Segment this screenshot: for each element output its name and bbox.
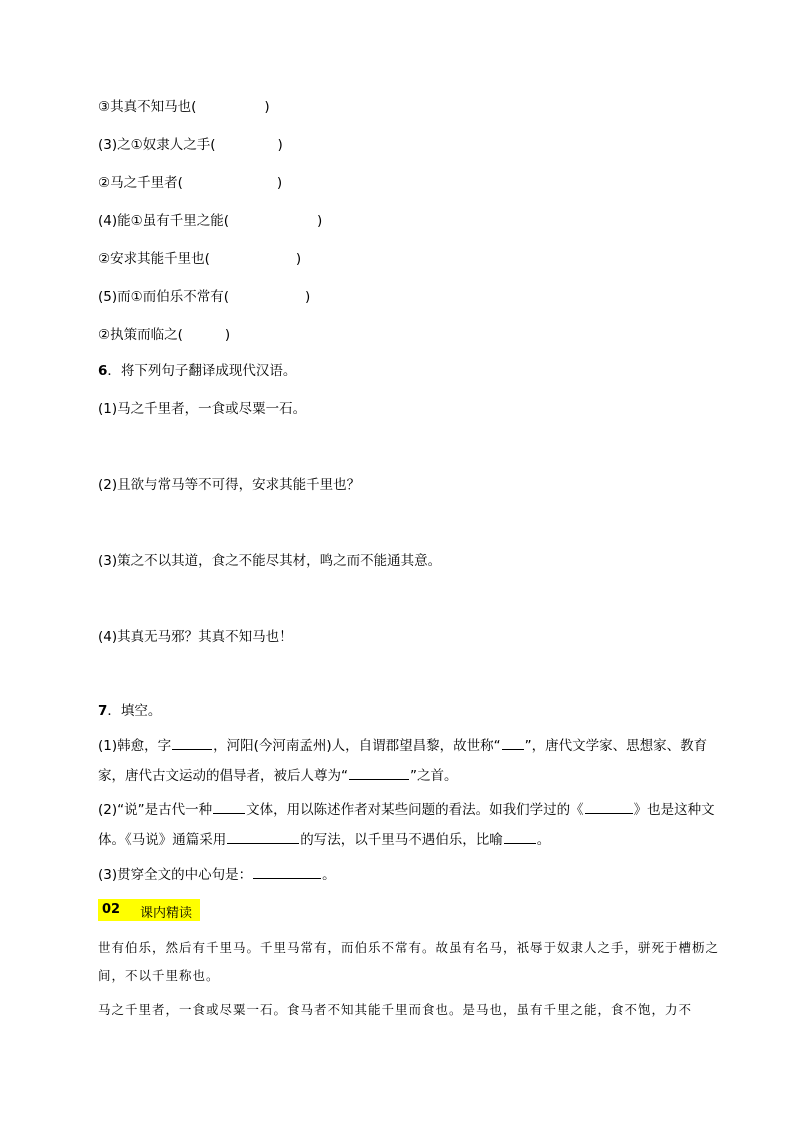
line-text: (5)而①而伯乐不常有(	[98, 289, 229, 305]
fill-text: ”之首。	[410, 768, 458, 784]
answer-blank[interactable]	[502, 735, 524, 750]
question-number: 6	[98, 363, 108, 379]
line-item	[98, 136, 728, 154]
fill-text: (1)韩愈，字	[98, 738, 172, 754]
question-6-sentence-1: (1)马之千里者，一食或尽粟一石。	[98, 401, 307, 417]
line-item	[98, 98, 728, 116]
line-item	[98, 212, 728, 230]
answer-blank[interactable]	[227, 829, 299, 844]
question-7-part-3	[98, 864, 728, 884]
close-paren: )	[305, 289, 311, 305]
fill-text: 》也是这种文体。《马说》通篇采用	[98, 802, 715, 848]
line-text: ②安求其能千里也(	[98, 251, 210, 267]
question-7-part-1	[98, 731, 728, 791]
fill-text: (3)贯穿全文的中心句是：	[98, 867, 253, 883]
close-paren: )	[317, 213, 323, 229]
line-text: ②执策而临之(	[98, 327, 183, 343]
line-item	[98, 250, 728, 268]
answer-blank[interactable]	[585, 799, 633, 814]
line-text: ②马之千里者(	[98, 175, 183, 191]
answer-blank[interactable]	[349, 765, 409, 780]
line-item	[98, 326, 728, 344]
close-paren: )	[264, 99, 270, 115]
fill-text: (2)“说”是古代一种	[98, 802, 213, 818]
answer-blank[interactable]	[504, 829, 536, 844]
answer-blank[interactable]	[253, 864, 321, 879]
fill-text: 。	[322, 867, 336, 883]
fill-text: 。	[536, 832, 551, 848]
question-7-part-2	[98, 795, 728, 855]
fill-text: ”，唐代文学家、思想家、教育家，唐代古文运动的倡导者，被后人尊为“	[98, 738, 708, 784]
section-number: 02	[102, 902, 121, 917]
line-item	[98, 288, 728, 306]
question-title: ．将下列句子翻译成现代汉语。	[107, 363, 297, 379]
question-number: 7	[98, 703, 108, 719]
close-paren: )	[277, 137, 283, 153]
answer-blank[interactable]	[172, 735, 212, 750]
line-text: ③其真不知马也(	[98, 99, 197, 115]
section-title: 课内精读	[140, 906, 193, 921]
line-item	[98, 174, 728, 192]
answer-blank[interactable]	[213, 799, 245, 814]
fill-text: 的写法，以千里马不遇伯乐，比喻	[300, 832, 503, 848]
line-text: (4)能①虽有千里之能(	[98, 213, 229, 229]
close-paren: )	[276, 175, 283, 191]
fill-text: 文体，用以陈述作者对某些问题的看法。如我们学过的《	[246, 802, 584, 818]
question-title: ．填空。	[107, 703, 162, 719]
classic-paragraph-2: 马之千里者，一食或尽粟一石。食马者不知其能千里而食也。是马也，虽有千里之能，食不饱，力不	[98, 1002, 693, 1017]
close-paren: )	[224, 327, 231, 343]
question-6-sentence-2: (2)且欲与常马等不可得，安求其能千里也？	[98, 477, 361, 493]
fill-text: ，河阳(今河南孟州)人，自谓郡望昌黎，故世称“	[213, 738, 501, 754]
question-6-sentence-4: (4)其真无马邪？其真不知马也！	[98, 629, 293, 645]
question-7-title	[98, 702, 728, 720]
question-6-sentence-3: (3)策之不以其道，食之不能尽其材，鸣之而不能通其意。	[98, 553, 442, 569]
question-6-title	[98, 362, 728, 380]
line-text: (3)之①奴隶人之手(	[98, 137, 216, 153]
classic-paragraph-1: 世有伯乐，然后有千里马。千里马常有，而伯乐不常有。故虽有名马，祇辱于奴隶人之手，骈死于槽枥之间，不以千里称也。	[98, 940, 720, 983]
close-paren: )	[295, 251, 302, 267]
